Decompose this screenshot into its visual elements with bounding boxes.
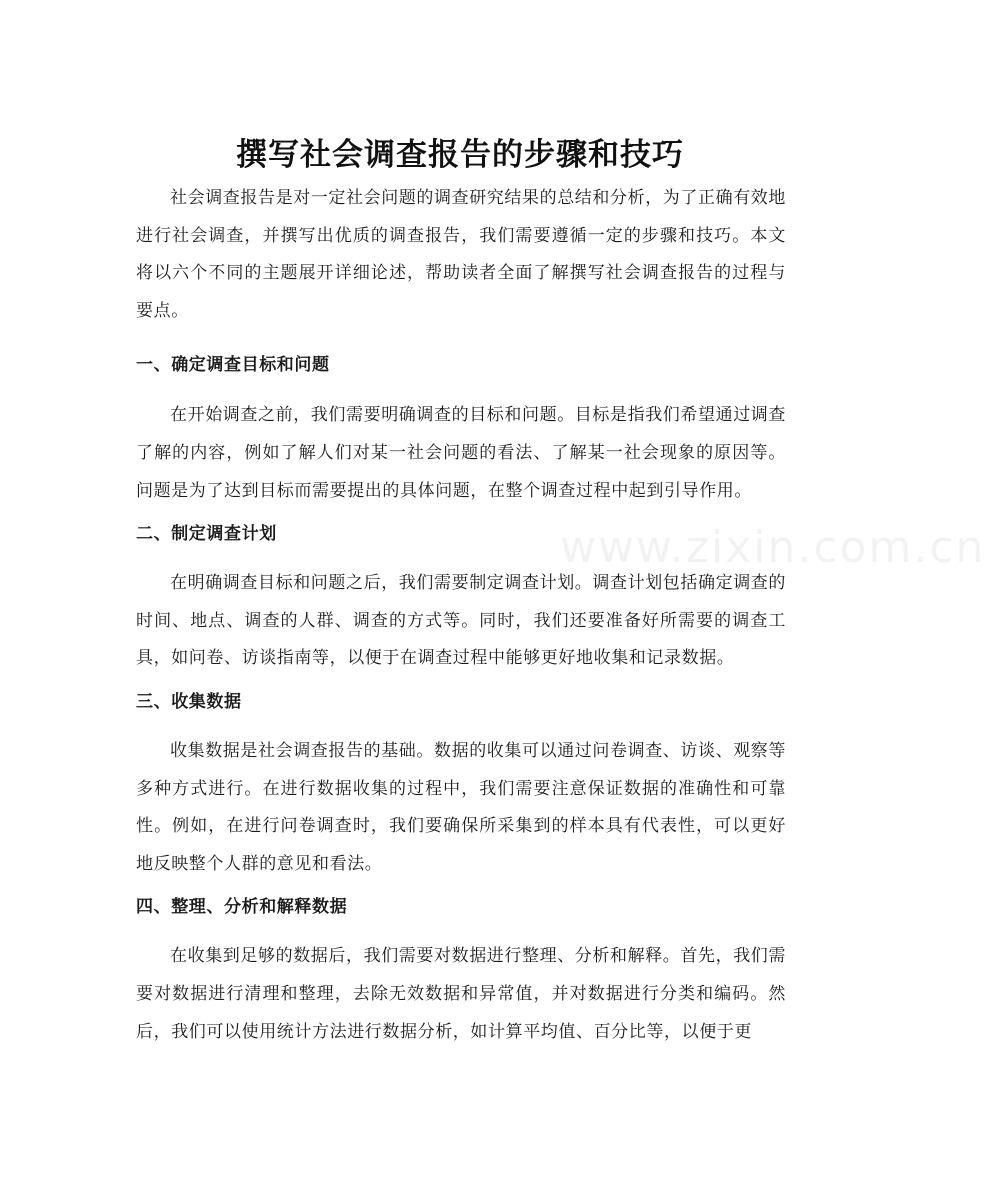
intro-paragraph: 社会调查报告是对一定社会问题的调查研究结果的总结和分析，为了正确有效地进行社会调查，并撰写出优质的调查报告，我们需要遵循一定的步骤和技巧。本文将以六个不同的主题展开详细论述，帮助读者全面了解撰写社会调查报告的过程与要点。: [136, 188, 786, 321]
section-heading-3: 三、收集数据: [136, 691, 242, 712]
section-heading-4: 四、整理、分析和解释数据: [136, 897, 348, 918]
section-body-1: 在开始调查之前，我们需要明确调查的目标和问题。目标是指我们希望通过调查了解的内容，例如了解人们对某一社会问题的看法、了解某一社会现象的原因等。问题是为了达到目标而需要提出的具体问题，在整个调查过程中起到引导作用。: [136, 405, 786, 501]
watermark: www.zixin.com.cn: [560, 522, 985, 573]
section-body-3: 收集数据是社会调查报告的基础。数据的收集可以通过问卷调查、访谈、观察等多种方式进行。在进行数据收集的过程中，我们需要注意保证数据的准确性和可靠性。例如，在进行问卷调查时，我们要确保所采集到的样本具有代表性，可以更好地反映整个人群的意见和看法。: [136, 740, 786, 874]
section-body-4: 在收集到足够的数据后，我们需要对数据进行整理、分析和解释。首先，我们需要对数据进行清理和整理，去除无效数据和异常值，并对数据进行分类和编码。然后，我们可以使用统计方法进行数据分析，如计算平均值、百分比等，以便于更: [136, 946, 786, 1042]
section-heading-1: 一、确定调查目标和问题: [136, 355, 330, 376]
document-body: [136, 180, 786, 1051]
section-heading-2: 二、制定调查计划: [136, 524, 277, 545]
document-title: 撰写社会调查报告的步骤和技巧: [236, 136, 684, 173]
section-body-2: 在明确调查目标和问题之后，我们需要制定调查计划。调查计划包括确定调查的时间、地点、调查的人群、调查的方式等。同时，我们还要准备好所需要的调查工具，如问卷、访谈指南等，以便于在调查过程中能够更好地收集和记录数据。: [136, 573, 786, 669]
